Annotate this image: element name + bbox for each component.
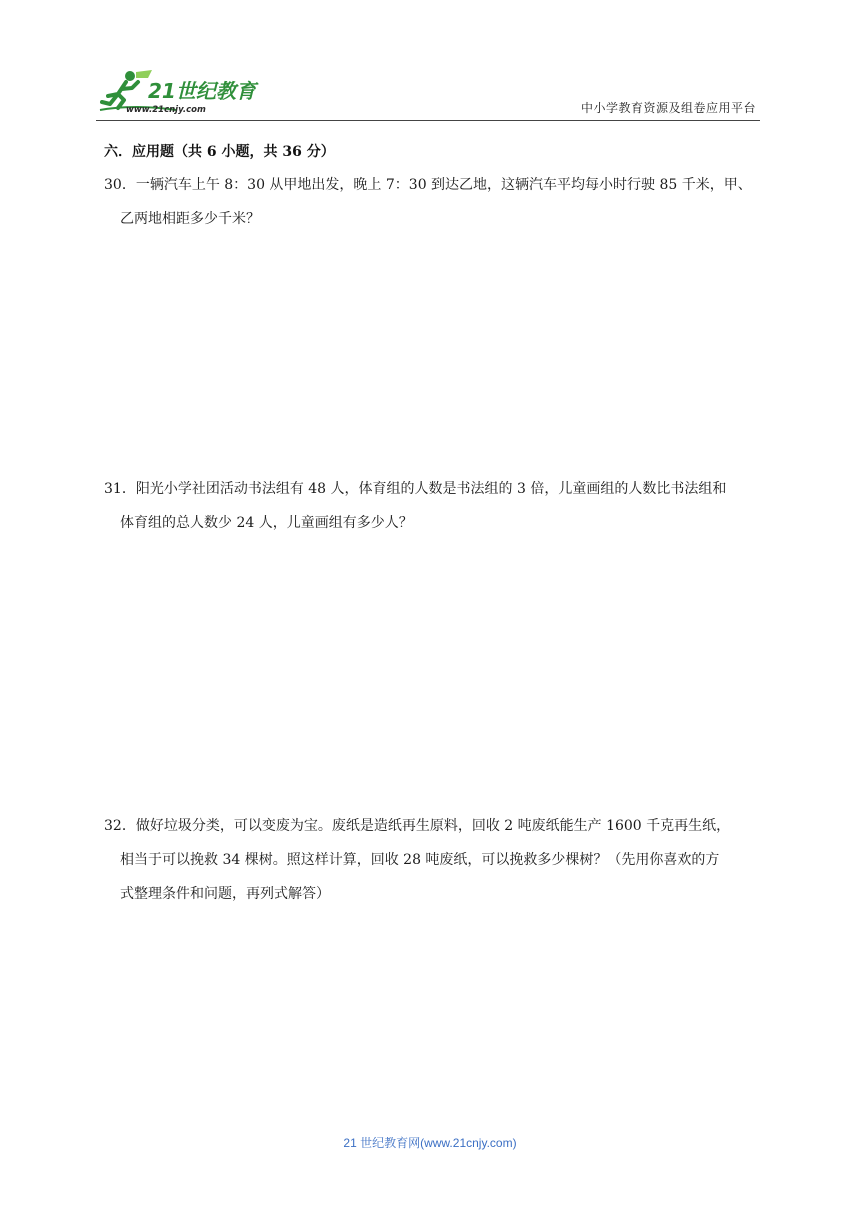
question-line: 32．做好垃圾分类，可以变废为宝。废纸是造纸再生原料，回收 2 吨废纸能生产 1600 千克再生纸， xyxy=(104,818,731,834)
page-header xyxy=(0,0,860,126)
site-logo xyxy=(96,66,266,116)
question-line: 乙两地相距多少千米？ xyxy=(120,211,260,227)
question-30 xyxy=(104,168,760,236)
question-line: 体育组的总人数少 24 人，儿童画组有多少人？ xyxy=(120,515,413,531)
question-line: 30．一辆汽车上午 8：30 从甲地出发，晚上 7：30 到达乙地，这辆汽车平均每小时行驶 85 千米，甲、 xyxy=(104,177,752,193)
logo-flag xyxy=(136,70,152,78)
header-divider xyxy=(96,120,760,121)
question-31 xyxy=(104,472,760,540)
logo-brand-text: 21世纪教育 xyxy=(148,79,256,103)
question-line: 相当于可以挽救 34 棵树。照这样计算，回收 28 吨废纸，可以挽救多少棵树？（先用你喜欢的方 xyxy=(120,852,720,868)
question-line: 31．阳光小学社团活动书法组有 48 人，体育组的人数是书法组的 3 倍，儿童画组的人数比书法组和 xyxy=(104,481,727,497)
question-32 xyxy=(104,809,760,911)
page-footer: 21 世纪教育网(www.21cnjy.com) xyxy=(343,1136,517,1150)
logo-url-text: www.21cnjy.com xyxy=(126,105,206,115)
section-title: 六．应用题（共 6 小题，共 36 分） xyxy=(104,144,335,160)
question-line: 式整理条件和问题，再列式解答） xyxy=(120,886,330,902)
logo-graphic xyxy=(96,66,266,116)
platform-label: 中小学教育资源及组卷应用平台 xyxy=(580,101,756,115)
logo-figure-head xyxy=(125,71,135,81)
